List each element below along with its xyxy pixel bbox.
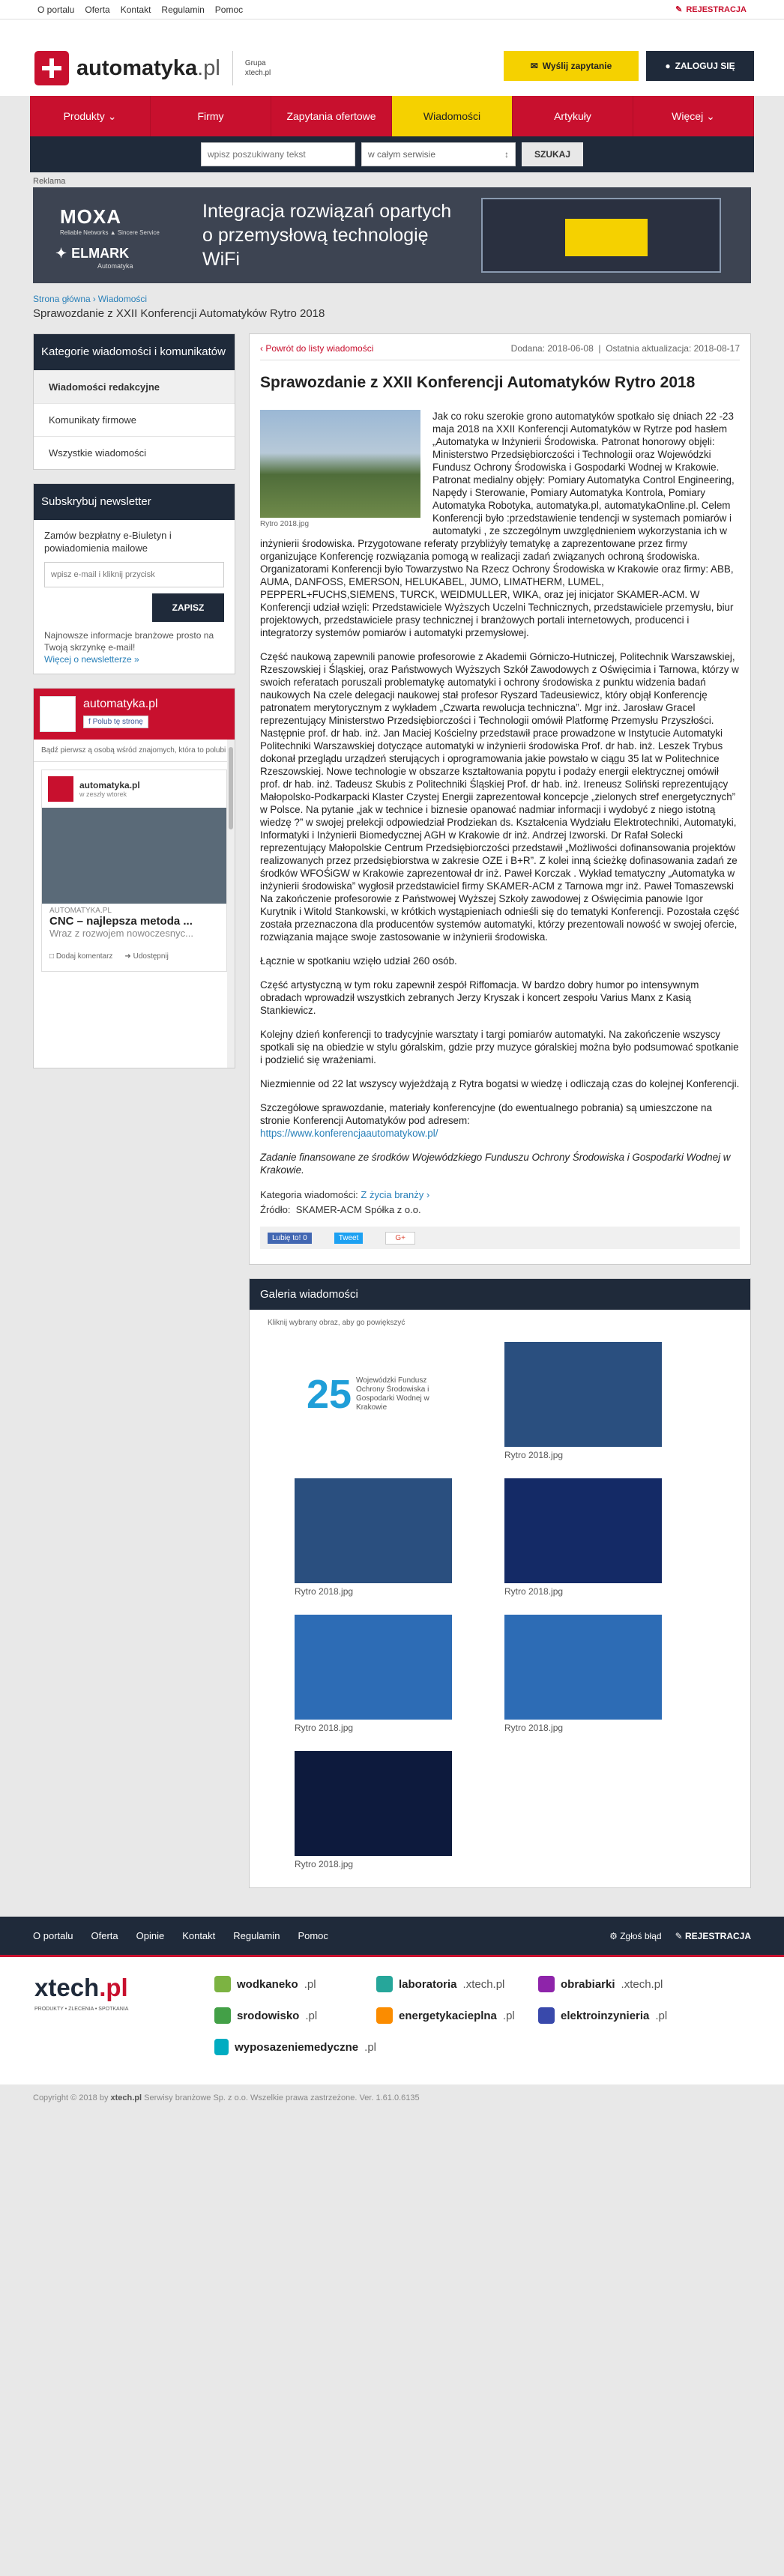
ad-label: Reklama [33,177,66,186]
ad-banner[interactable] [33,187,751,283]
nav-products[interactable]: Produkty ⌄ [30,96,151,136]
share-bar [260,1227,740,1249]
newsletter-email-input[interactable] [44,562,224,587]
breadcrumb-home[interactable]: Strona główna [33,294,91,304]
article-paragraph: Niezmiennie od 22 lat wszyscy wyjeżdżają z Rytra bogatsi w wiedzę i odliczają czas do kolejnej Konferencji. [260,1078,740,1089]
logo-divider [232,51,233,85]
moxa-logo: MOXA [60,205,121,228]
article-meta: ‹ Powrót do listy wiadomości Dodana: 2018-06-08 | Ostatnia aktualizacja: 2018-08-17 [260,343,740,360]
gallery-photo [295,1751,452,1856]
article-footer [260,1188,740,1218]
main-nav [30,96,754,136]
nav-inquiries[interactable]: Zapytania ofertowe [271,96,392,136]
gear-icon: ⚙ [609,1930,618,1941]
gallery-item[interactable] [295,1342,452,1460]
gallery-caption: Rytro 2018.jpg [504,1586,564,1597]
copyright: Copyright © 2018 by xtech.pl Serwisy branżowe Sp. z o.o. Wszelkie prawa zastrzeżone. Ver. 1.61.0.6135 [0,2084,784,2119]
fb-comment-button[interactable]: □ Dodaj komentarz [49,952,113,961]
ad-device-image [481,198,721,273]
login-button[interactable]: ● ZALOGUJ SIĘ [646,51,754,81]
gallery-caption: Rytro 2018.jpg [295,1586,354,1597]
elmark-icon: ✦ [55,246,67,261]
fb-post-desc: Wraz z rozwojem nowoczesnyc... [49,928,193,939]
updown-icon: ↕ [504,149,509,160]
footer-link-help[interactable]: Pomoc [298,1930,328,1941]
date-added: Dodana: 2018-06-08 [510,343,594,354]
newsletter-info: Najnowsze informacje branżowe prosto na Twoją skrzynkę e-mail! [44,630,214,653]
portal-icon [376,1976,393,1992]
categories-title: Kategorie wiadomości i komunikatów [34,334,235,370]
footer-link-offer[interactable]: Oferta [91,1930,118,1941]
gplus-button[interactable]: G+ [385,1232,415,1245]
top-link-terms[interactable]: Regulamin [161,4,205,15]
footer-link-contact[interactable]: Kontakt [182,1930,216,1941]
conference-link[interactable]: https://www.konferencjaautomatykow.pl/ [260,1128,438,1139]
fb-like-button[interactable]: Lubię to! 0 [268,1233,312,1244]
nav-more[interactable]: Więcej ⌄ [633,96,754,136]
newsletter-text: Zamów bezpłatny e-Biuletyn i powiadomienia mailowe [44,530,172,554]
user-plus-icon: ✎ [675,1930,683,1941]
categories-box [33,333,235,470]
source-value: SKAMER-ACM Spółka z o.o. [295,1204,421,1215]
chevron-down-icon: ⌄ [107,109,117,122]
newsletter-more-link[interactable]: Więcej o newsletterze » [44,654,139,665]
fb-like-page-button[interactable]: f Polub tę stronę [83,716,148,728]
back-to-list-link[interactable]: ‹ Powrót do listy wiadomości [260,343,374,354]
top-link-about[interactable]: O portalu [37,4,75,15]
portal-icon [214,1976,231,1992]
gallery-item[interactable] [504,1478,662,1597]
gallery-caption: Rytro 2018.jpg [504,1450,564,1460]
fb-page-name[interactable]: automatyka.pl [83,698,158,710]
register-link[interactable] [675,4,747,14]
site-logo[interactable] [34,51,271,85]
gallery-photo [295,1478,452,1583]
portal-link-wodkaneko[interactable]: wodkaneko .pl [214,1974,376,1995]
content-layout [33,333,751,1888]
gallery-photo [295,1615,452,1720]
breadcrumb: Strona główna › Wiadomości [33,294,148,304]
fb-post [41,770,227,972]
portals-footer [0,1957,784,2084]
top-bar [0,0,784,19]
top-link-offer[interactable]: Oferta [85,4,110,15]
footer-nav [0,1917,784,1957]
gallery-photo [504,1342,662,1447]
gallery-item[interactable] [295,1478,452,1597]
category-all[interactable]: Wszystkie wiadomości [34,436,235,469]
xtech-logo[interactable]: xtech.pl [34,1974,128,2001]
portal-links [214,1974,700,2058]
category-editorial[interactable]: Wiadomości redakcyjne [34,370,235,403]
user-plus-icon: ✎ [675,5,683,14]
ad-headline: Integracja rozwiązań opartych o przemysłową technologię WiFi [202,201,452,270]
logo-cross-icon [34,51,69,85]
gallery-title: Galeria wiadomości [250,1279,750,1310]
sidebar [33,333,235,1068]
portal-link-laboratoria[interactable]: laboratoria .xtech.pl [376,1974,538,1995]
gallery [249,1278,751,1888]
category-link[interactable]: Z życia branży › [361,1189,430,1200]
report-error-link[interactable]: ⚙ Zgłoś błąd [609,1930,662,1941]
group-label: Grupa xtech.pl [244,59,271,77]
share-icon: ➜ [124,952,131,961]
xtech-tagline: PRODUKTY • ZLECENIA • SPOTKANIA [34,2007,129,2012]
tweet-button[interactable]: Tweet [334,1233,364,1244]
portal-icon [376,2007,393,2024]
article [249,333,751,1265]
newsletter-title: Subskrybuj newsletter [34,484,235,520]
fb-post-image[interactable] [42,808,226,904]
article-title: Sprawozdanie z XXII Konferencji Automatyków Rytro 2018 [260,374,696,391]
fb-post-source: AUTOMATYKA.PL [49,907,112,915]
footer-link-about[interactable]: O portalu [33,1930,73,1941]
header [0,19,784,96]
article-paragraph: Jak co roku szerokie grono automatyków spotkało się dniach 22 -23 maja 2018 na XXII Konferencji Automatyków w Rytrze pod hasłem „Automatyka w Inżynierii Środowiska. Patronat honorowy objęli: Ministerstwo Przedsiębiorczości i Technologii oraz Wojewódzki Fundusz Ochrony Środowiska i Gospodarki Wodnej w Krakowie. Patronat medialny objęły: Pomiary Automatyka Control Engineering, Napędy i Sterowanie, Pomiary Automatyka Kontrola, Pomiary Automatyka Robotyka, automatyka.pl, automatykaOnline.pl. Celem Konferencji było :przedstawienie tendencji w systemach pomiarów i automatyki , ze szczególnym uwzględnieniem wykorzystania ich w inżynierii środowiska. Przygotowane referaty przybliżyły tematykę a zaprezentowane przez firmy organizujące Konferencję rozwiązania pomogą w realizacji zadań związanych ochroną środowiska. Organizatorami Konferencji było Towarzystwo Na Rzecz Ochrony Środowiska w Krakowie oraz firmy: ABB, AUMA, DANFOSS, EMERSON, HELUKABEL, JUMO, LIMATHERM, LUMEL, PEPPERL+FUCHS,SIEMENS, TURCK, WEIDMULLER, WIKA, oraz jej inicjator SKAMER-ACM. W Konferencji udział wzięli: Przedstawiciele Wyższych Uczelni Technicznych, przedstawiciele przemysłu, biur projektowych, przedstawiciele prasy technicznej i branżowych portali internetowych, producenci i integratorzy systemów pomiarów i automatyki przemysłowej. [260,411,735,638]
top-link-help[interactable]: Pomoc [214,4,244,15]
facebook-icon: f [88,718,91,726]
search-input[interactable] [201,142,355,166]
gallery-photo [504,1478,662,1583]
gallery-photo [504,1615,662,1720]
comment-icon: □ [49,952,55,961]
gallery-caption: Rytro 2018.jpg [295,1723,354,1733]
fb-tagline: Bądź pierwsz ą osobą wśród znajomych, która to polubi [34,740,235,762]
fb-post-time: w zeszły wtorek [79,790,127,798]
moxa-tagline: Reliable Networks ▲ Sincere Service [60,229,160,236]
footer-link-opinions[interactable]: Opinie [136,1930,165,1941]
article-paragraph: Szczegółowe sprawozdanie, materiały konferencyjne (do ewentualnego pobrania) są umieszczone na stronie Konferencji Automatyków pod adresem: https://www.konferencjaautomatykow.pl/ [260,1102,712,1139]
gallery-item[interactable] [504,1615,662,1733]
article-paragraph: Część naukową zapewnili panowie profesorowie z Akademii Górniczo-Hutniczej, Politechnik Warszawskiej, Rzeszowskiej i Śląskiej, oraz Państwowych Wyższych Szkół Zawodowych z Oświęcimia i Tarnowa, którzy w swoich referatach poruszali problematykę automatyki i ochrony środowiska z punktu widzenia badań naukowych Na czele delegacji naukowej stał profesor Ryszard Tadeusiewicz, który objął Konferencję patronatem merytorycznym z wykładem „Czwarta rewolucja techniczna”. Mgr inż. Jarosław Gracel reprezentujący Ministerstwo Przedsiębiorczości i Technologii omówił Platformę Przemysłu Przyszłości. Następnie prof. dr hab. inż. Jan Maciej Kościelny przedstawił prace prowadzone w Instytucie Automatyki Politechniki Warszawskiej dotyczące automatyki w inżynierii środowiska Prof. dr hab. inż. Leszek Trybus dokonał przeglądu urządzeń sterujących i oprogramowania jakie powstało w ciągu 35 lat w Politechnice Rzeszowskiej. Nowe technologie w obszarze kształtowania popytu i podaży energii elektrycznej omówił prof. dr hab. inż. Tadeusz Skubis z Politechniki Śląskiej Prof. dr hab. inż. Ireneusz Soliński reprezentujący Małopolsko-Podkarpacki Klaster Czystej Energii zaprezentował koncepcje „zielonych stref energetycznych” w Polsce. Na pytanie „jak w technice i biznesie opanować nadmiar informacji i wydobyć z niego istotną wiedzę ?” w swojej prelekcji odpowiedział Prodziekan ds. Kształcenia Wydziału Elektrotechniki, Automatyki, Informatyki i Inżynierii Biomedycznej AGH w Krakowie dr inż. Andrzej Izworski. Dr Rafał Solecki reprezentujący Małopolskie Centrum Przedsiębiorczości przedstawił „Możliwości dofinansowania projektów realizowanych przez przedsiębiorstwa w zakresie OZE i B+R”. Z kolei inną ścieżkę dofinasowania zadań ze środków WFOŚiGW w Krakowie zaprezentował dr inż. Paweł Korczak . Wykład tematyczny „Automatyka w inżynierii środowiska” wygłosił przedstawiciel firmy SKAMER-ACM z Tarnowa mgr inż. Paweł Tomaszewski Na zakończenie profesorowie z Państwowej Wyższej Szkoły zawodowej z Oświęcimia panowie Igor Kurytnik i Witold Stankowski, w krótkich wystąpieniach odnieśli się do tematyki Konferencji. Pozostała część została przeznaczona dla producentów systemów automatyki, którzy prezentowali nowość w swojej ofercie, rozwiązania mające swoje zastosowanie w inżynierii środowiska. [260,651,740,943]
main-content [249,333,751,1888]
lead-image-caption: Rytro 2018.jpg [260,520,310,528]
fb-post-avatar [48,776,73,802]
send-inquiry-button[interactable]: ✉ Wyślij zapytanie [504,51,639,81]
fb-share-button[interactable]: ➜ Udostępnij [124,952,169,961]
elmark-tagline: Automatyka [97,262,133,270]
footer-link-terms[interactable]: Regulamin [233,1930,280,1941]
date-updated: Ostatnia aktualizacja: 2018-08-17 [606,343,740,354]
source-label: Źródło: [260,1204,291,1215]
category-company[interactable]: Komunikaty firmowe [34,403,235,436]
page-title: Sprawozdanie z XXII Konferencji Automatyków Rytro 2018 [33,307,325,320]
search-bar [30,136,754,172]
handshake-icon: ✉ [530,61,538,71]
breadcrumb-news[interactable]: Wiadomości [97,294,148,304]
article-paragraph: Część artystyczną w tym roku zapewnił zespół Riffomacja. W bardzo dobry humor po intensywnym obradach wprowadził wszystkich zebranych Jerzy Kryszak i koncert zespołu Varius Manx z Kasią Stankiewicz. [260,979,699,1016]
chevron-down-icon: ⌄ [706,109,715,122]
top-links [37,4,243,15]
top-link-contact[interactable]: Kontakt [120,4,151,15]
search-scope-select[interactable]: w całym serwisie ↕ [361,142,516,166]
portal-link-medyczne[interactable]: wyposazeniemedyczne .pl [214,2037,376,2058]
gallery-item[interactable] [295,1751,452,1869]
flags-photo [260,410,420,518]
portal-icon [214,2039,229,2055]
search-button[interactable]: SZUKAJ [522,142,583,166]
fb-page-avatar [40,696,76,732]
article-paragraph: Zadanie finansowane ze środków Wojewódzkiego Funduszu Ochrony Środowiska i Gospodarki Wodnej w Krakowie. [260,1152,731,1176]
subscribe-button[interactable]: ZAPISZ [152,593,224,622]
lead-image[interactable] [260,410,420,528]
nav-articles[interactable]: Artykuły [513,96,633,136]
nav-companies[interactable]: Firmy [151,96,271,136]
footer-register-link[interactable]: ✎ REJESTRACJA [675,1930,751,1941]
article-paragraph: Kolejny dzień konferencji to tradycyjnie warsztaty i targi pomiarów automatyki. Na zakończenie wszyscy spotkali się na obiedzie w stylu góralskim, gdzie przy muzyce góralskiej można było podsumować spotkanie i podzielić się wrażeniami. [260,1029,739,1065]
nav-news[interactable]: Wiadomości [392,96,513,136]
gallery-item[interactable] [504,1342,662,1460]
gallery-hint: Kliknij wybrany obraz, aby go powiększyć [268,1319,405,1327]
user-icon: ● [665,61,671,71]
register-label: REJESTRACJA [686,4,747,14]
fb-post-title[interactable]: CNC – najlepsza metoda ... [49,915,193,928]
elmark-logo: ✦ ELMARK [55,246,130,261]
article-paragraph: Łącznie w spotkaniu wzięło udział 260 osób. [260,955,457,967]
gallery-caption: Rytro 2018.jpg [504,1723,564,1733]
portal-icon [538,2007,555,2024]
portal-link-elektroinzynieria[interactable]: elektroinzynieria .pl [538,2005,700,2026]
facebook-widget [33,688,235,1068]
wfos-logo: 25 Wojewódzki Fundusz Ochrony Środowiska i Gospodarki Wodnej w Krakowie [295,1342,452,1447]
portal-link-srodowisko[interactable]: srodowisko .pl [214,2005,376,2026]
gallery-caption: Rytro 2018.jpg [295,1859,354,1869]
portal-icon [214,2007,231,2024]
fb-post-author[interactable]: automatyka.pl [79,780,140,790]
portal-link-energetyka[interactable]: energetykacieplna .pl [376,2005,538,2026]
gallery-item[interactable] [295,1615,452,1733]
category-label: Kategoria wiadomości: [260,1189,358,1200]
portal-icon [538,1976,555,1992]
newsletter-box [33,483,235,674]
fb-scrollbar[interactable] [227,740,235,1068]
logo-text: automatyka.pl [76,55,220,80]
portal-link-obrabiarki[interactable]: obrabiarki .xtech.pl [538,1974,700,1995]
